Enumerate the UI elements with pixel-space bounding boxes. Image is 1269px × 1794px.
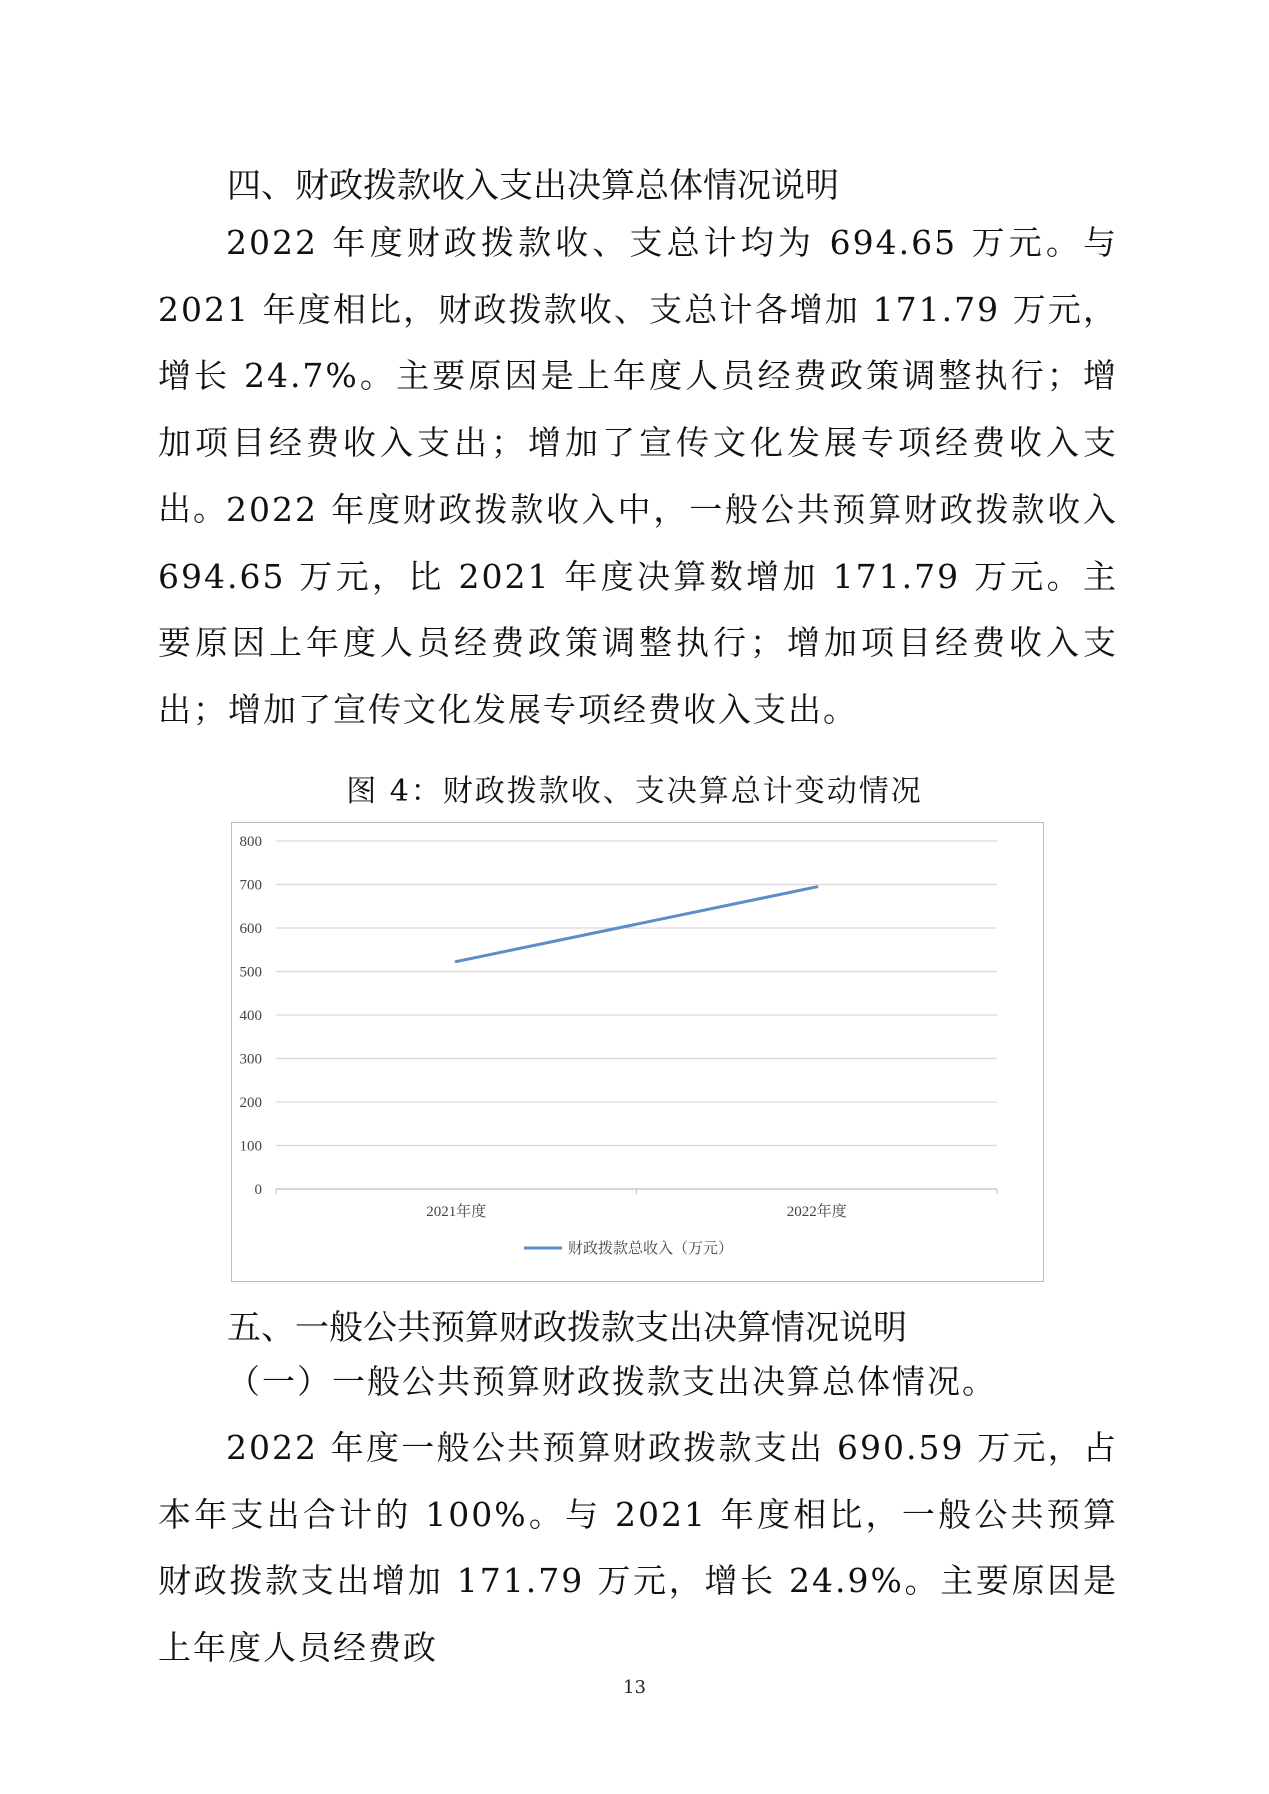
x-tick-label: 2021年度 xyxy=(426,1204,487,1220)
y-tick-label: 800 xyxy=(239,834,262,850)
section-4-paragraph-2: 2022 年度财政拨款收入中，一般公共预算财政拨款收入 694.65 万元，比 2021 年度决算数增加 171.79 万元。主要原因上年度人员经费政策调整执行；增加项目经费收入支出；增加了宣传文化发展专项经费收入支出。 xyxy=(158,490,1118,729)
x-tick-label: 2022年度 xyxy=(786,1204,847,1220)
y-tick-label: 200 xyxy=(239,1095,262,1111)
data-point xyxy=(455,960,458,963)
section-4-heading: 四、财政拨款收入支出决算总体情况说明 xyxy=(227,166,839,206)
series-line xyxy=(456,887,817,962)
section-5-heading: 五、一般公共预算财政拨款支出决算情况说明 xyxy=(227,1308,907,1348)
y-tick-label: 700 xyxy=(239,877,262,894)
y-tick-label: 500 xyxy=(239,964,262,981)
y-tick-label: 300 xyxy=(239,1051,262,1068)
y-tick-label: 100 xyxy=(239,1138,262,1155)
section-5-subheading: （一）一般公共预算财政拨款支出决算总体情况。 xyxy=(227,1362,997,1401)
y-tick-label: 0 xyxy=(254,1182,262,1198)
page-number: 13 xyxy=(623,1677,646,1698)
figure-caption: 图 4：财政拨款收、支决算总计变动情况 xyxy=(346,774,923,809)
legend-label: 财政拨款总收入（万元） xyxy=(568,1239,734,1257)
y-tick-label: 600 xyxy=(239,921,262,937)
line-chart xyxy=(232,823,1045,1283)
section-4-paragraph-1: 2022 年度财政拨款收、支总计均为 694.65 万元。与 2021 年度相比，财政拨款收、支总计各增加 171.79 万元，增长 24.7%。主要原因是上年度人员经费政策调整执行；增加项目经费收入支出；增加了宣传文化发展专项经费收入支出。 xyxy=(158,223,1118,528)
y-tick-label: 400 xyxy=(239,1008,262,1024)
section-5-paragraph-1: 2022 年度一般公共预算财政拨款支出 690.59 万元，占本年支出合计的 100%。与 2021 年度相比，一般公共预算财政拨款支出增加 171.79 万元，增长 24.9%。主要原因是上年度人员经费政 xyxy=(158,1428,1118,1667)
line-chart-frame xyxy=(231,822,1044,1282)
data-point xyxy=(815,885,818,888)
